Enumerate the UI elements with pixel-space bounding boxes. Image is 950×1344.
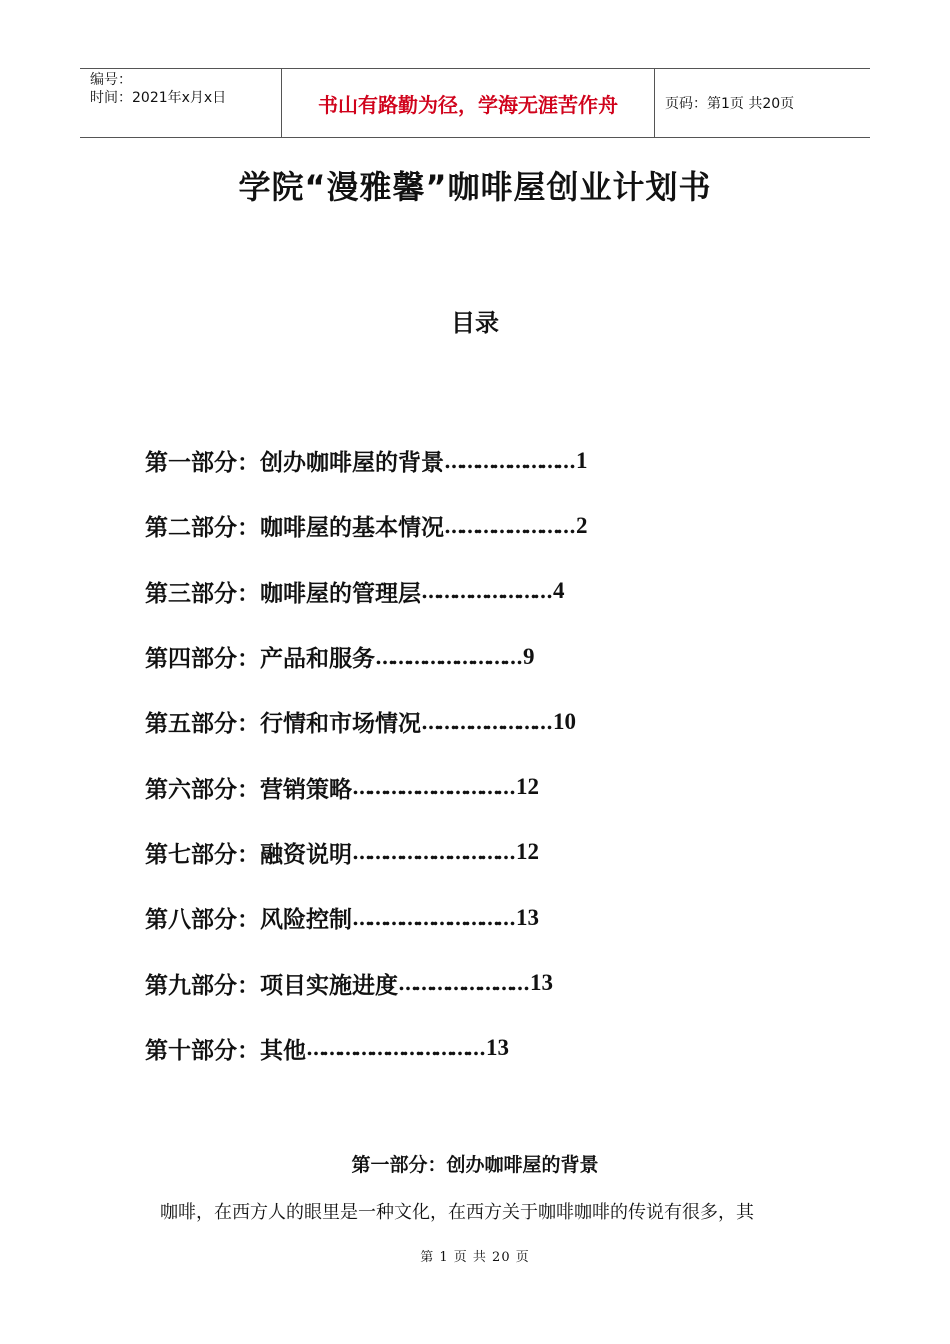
toc-item[interactable] (145, 624, 845, 689)
toc-item-label: 第六部分：营销策略 (145, 776, 352, 803)
toc-leader-dots: ………………………… (352, 775, 512, 800)
toc-item-label: 第一部分：创办咖啡屋的背景 (145, 450, 444, 477)
toc-page-number: 1 (576, 447, 588, 473)
document-title: 学院“漫雅馨”咖啡屋创业计划书 (238, 168, 712, 206)
page-footer: 第 1 页 共 20 页 (420, 1250, 530, 1265)
toc-item-label: 第九部分：项目实施进度 (145, 972, 398, 999)
toc-page-number: 13 (516, 904, 539, 930)
toc-item-label: 第二部分：咖啡屋的基本情况 (145, 515, 444, 542)
toc-item-label: 第五部分：行情和市场情况 (145, 711, 421, 738)
toc-page-number: 9 (523, 643, 535, 669)
toc-leader-dots: ………………………… (352, 905, 512, 930)
toc-item-label: 第三部分：咖啡屋的管理层 (145, 580, 421, 607)
toc-page-number: 12 (516, 774, 539, 800)
toc-item[interactable] (145, 493, 845, 558)
toc-item[interactable] (145, 885, 845, 950)
toc-leader-dots: …………………………… (306, 1036, 482, 1061)
page-header (80, 68, 870, 138)
toc-heading: 目录 (451, 309, 499, 337)
toc-page-number: 13 (486, 1035, 509, 1061)
toc-item-label: 第八部分：风险控制 (145, 907, 352, 934)
header-page-info: 页码：第1页 共20页 (665, 96, 795, 112)
toc-page-number: 12 (516, 839, 539, 865)
toc-page-number: 10 (553, 708, 576, 734)
section-heading: 第一部分：创办咖啡屋的背景 (351, 1154, 599, 1176)
toc-leader-dots: …………………… (421, 709, 549, 734)
toc-leader-dots: …………………… (444, 513, 572, 538)
toc-item-label: 第四部分：产品和服务 (145, 646, 375, 673)
toc-leader-dots: ……………………… (375, 644, 519, 669)
toc-page-number: 2 (576, 512, 588, 538)
date-label: 时间：2021年x月x日 (90, 90, 227, 106)
header-motto: 书山有路勤为径，学海无涯苦作舟 (281, 69, 655, 137)
toc-item[interactable] (145, 950, 845, 1015)
toc-item[interactable] (145, 754, 845, 819)
toc-leader-dots: …………………… (444, 448, 572, 473)
toc-leader-dots: …………………… (398, 971, 526, 996)
toc-item-label: 第七部分：融资说明 (145, 841, 352, 868)
code-label: 编号： (90, 72, 132, 88)
toc-item[interactable] (145, 559, 845, 624)
toc-leader-dots: …………………… (421, 579, 549, 604)
toc-item[interactable] (145, 689, 845, 754)
toc-item[interactable] (145, 428, 845, 493)
toc-item-label: 第十部分：其他 (145, 1037, 306, 1064)
toc-item[interactable] (145, 820, 845, 885)
toc-page-number: 13 (530, 970, 553, 996)
header-meta (80, 69, 280, 137)
toc-item[interactable] (145, 1016, 845, 1081)
body-paragraph: 咖啡，在西方人的眼里是一种文化，在西方关于咖啡咖啡的传说有很多，其 (160, 1202, 754, 1223)
table-of-contents (145, 428, 845, 1081)
toc-page-number: 4 (553, 578, 565, 604)
toc-leader-dots: ………………………… (352, 840, 512, 865)
